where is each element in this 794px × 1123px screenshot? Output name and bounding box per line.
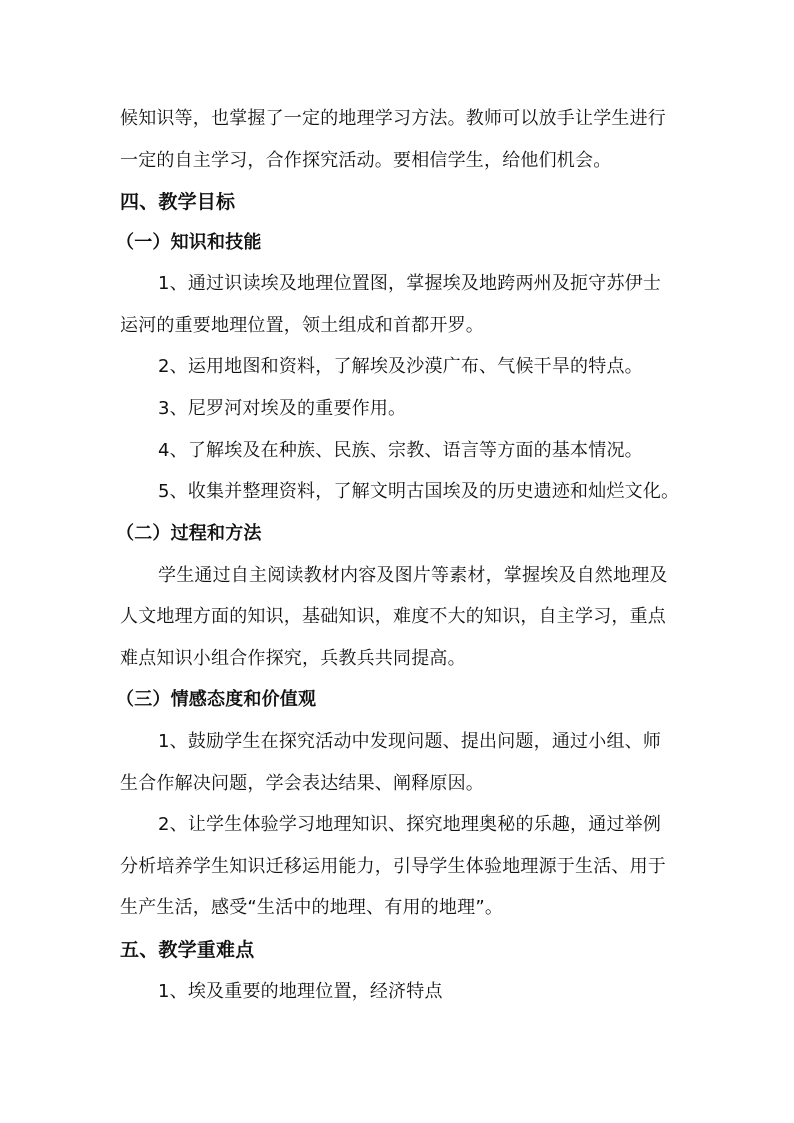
paragraph-line: 难点知识小组合作探究，兵教兵共同提高。 (120, 648, 466, 669)
subsection-heading: （一）知识和技能 (116, 232, 262, 253)
list-item: 2、让学生体验学习地理知识、探究地理奥秘的乐趣，通过举例 (158, 814, 662, 835)
paragraph-line: 人文地理方面的知识，基础知识，难度不大的知识，自主学习，重点 (120, 606, 666, 627)
list-item: 3、尼罗河对埃及的重要作用。 (158, 398, 407, 419)
section-heading: 五、教学重难点 (120, 939, 255, 961)
subsection-heading: （二）过程和方法 (116, 523, 262, 544)
list-item: 5、收集并整理资料，了解文明古国埃及的历史遗迹和灿烂文化。 (158, 481, 680, 502)
paragraph-line: 一定的自主学习，合作探究活动。要相信学生，给他们机会。 (120, 150, 612, 171)
list-item-continuation: 运河的重要地理位置，领土组成和首都开罗。 (120, 315, 484, 336)
list-item: 1、鼓励学生在探究活动中发现问题、提出问题，通过小组、师 (158, 731, 662, 752)
section-heading: 四、教学目标 (120, 191, 236, 213)
list-item: 4、了解埃及在种族、民族、宗教、语言等方面的基本情况。 (158, 440, 643, 461)
paragraph-line: 候知识等，也掌握了一定的地理学习方法。教师可以放手让学生进行 (120, 108, 666, 129)
subsection-heading: （三）情感态度和价值观 (116, 689, 317, 710)
list-item: 2、运用地图和资料，了解埃及沙漠广布、气候干旱的特点。 (158, 356, 643, 377)
list-item: 1、通过识读埃及地理位置图，掌握埃及地跨两州及扼守苏伊士 (158, 273, 662, 294)
list-item-continuation: 生合作解决问题，学会表达结果、阐释原因。 (120, 773, 484, 794)
paragraph-line: 学生通过自主阅读教材内容及图片等素材，掌握埃及自然地理及 (158, 565, 668, 586)
list-item-continuation: 生产生活，感受“生活中的地理、有用的地理”。 (120, 897, 504, 918)
list-item: 1、埃及重要的地理位置，经济特点 (158, 981, 443, 1002)
list-item-continuation: 分析培养学生知识迁移运用能力，引导学生体验地理源于生活、用于 (120, 856, 666, 877)
